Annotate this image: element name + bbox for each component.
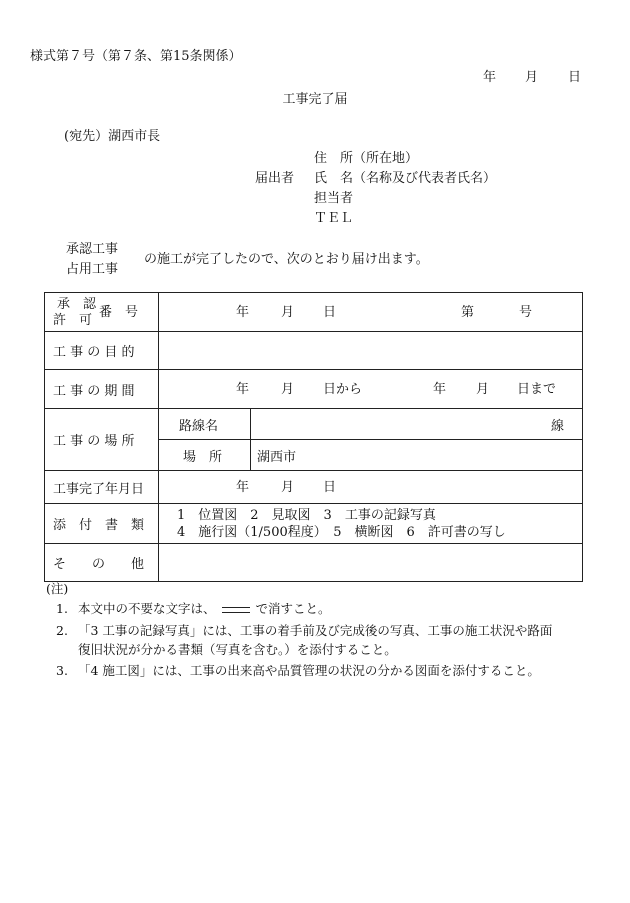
row-approval-number: [45, 293, 583, 332]
completion-day: 日: [323, 480, 337, 495]
other-value-cell[interactable]: [159, 544, 583, 582]
attachments-line-1: 1 位置図 2 見取図 3 工事の記録写真: [177, 508, 436, 523]
date-month-label: 月: [525, 70, 539, 85]
statement-text: の施工が完了したので、次のとおり届け出ます。: [144, 252, 429, 267]
period-end-year: 年: [433, 382, 447, 397]
approval-day: 日: [323, 305, 337, 320]
place-value: 湖西市: [257, 449, 297, 465]
note-3-line-1: 「4 施工図」には、工事の出来高や品質管理の状況の分かる図面を添付すること。: [78, 663, 540, 678]
completion-form-table: [44, 292, 583, 582]
note-1-text-post: で消すこと。: [255, 601, 331, 616]
row-purpose: [45, 332, 583, 370]
double-strike-line: [222, 607, 250, 613]
row-other: [45, 544, 583, 582]
route-name-suffix: 線: [550, 418, 564, 434]
note-1-text-pre: 本文中の不要な文字は、: [78, 601, 216, 616]
addressee: (宛先）湖西市長: [64, 129, 161, 144]
period-start-year: 年: [236, 382, 250, 397]
approval-year: 年: [236, 305, 250, 320]
approval-label-bottom: 許 可: [53, 313, 93, 328]
form-number: 様式第７号（第７条、第15条関係）: [30, 49, 242, 64]
date-day-label: 日: [568, 70, 582, 85]
period-start-month: 月: [281, 382, 295, 397]
submission-date: [483, 71, 593, 85]
notifier-role: 届出者: [255, 171, 295, 186]
route-name-value-cell[interactable]: [251, 409, 583, 440]
period-end-day: 日まで: [517, 382, 557, 397]
notifier-name: 氏 名（名称及び代表者氏名）: [314, 171, 497, 186]
completion-month: 月: [281, 480, 295, 495]
approval-no-suffix: 号: [519, 305, 533, 320]
location-label: 工 事 の 場 所: [45, 409, 159, 471]
place-label: 場 所: [159, 440, 251, 471]
period-start-day: 日から: [323, 382, 363, 397]
place-value-cell[interactable]: [251, 440, 583, 471]
approval-no-prefix: 第: [461, 305, 475, 320]
approval-month: 月: [281, 305, 295, 320]
approval-value-cell[interactable]: [159, 293, 583, 332]
row-completion-date: [45, 471, 583, 504]
attachments-value-cell: [159, 504, 583, 544]
attachments-label: 添 付 書 類: [45, 504, 159, 544]
purpose-label: 工 事 の 目 的: [45, 332, 159, 370]
other-label: そ の 他: [45, 544, 159, 582]
period-value-cell[interactable]: [159, 370, 583, 409]
statement-option-approval: 承認工事: [66, 242, 119, 257]
notifier-address: 住 所（所在地）: [314, 151, 419, 166]
notifier-person-in-charge: 担当者: [314, 191, 354, 206]
period-label: 工 事 の 期 間: [45, 370, 159, 409]
route-name-label: 路線名: [159, 409, 251, 440]
completion-date-label: 工事完了年月日: [45, 471, 159, 504]
note-1-text: [78, 603, 331, 616]
completion-date-value-cell[interactable]: [159, 471, 583, 504]
row-location-route: [45, 409, 583, 440]
date-year-label: 年: [483, 70, 497, 85]
note-3-number: 3.: [56, 663, 68, 678]
note-2-number: 2.: [56, 623, 68, 638]
period-end-month: 月: [476, 382, 490, 397]
row-period: [45, 370, 583, 409]
completion-year: 年: [236, 480, 250, 495]
approval-label-top: 承 認: [57, 297, 97, 312]
statement-option-occupancy: 占用工事: [66, 262, 119, 277]
notifier-tel: ＴＥＬ: [314, 211, 354, 226]
note-2-line-2: 復旧状況が分かる書類（写真を含む。）を添付すること。: [78, 642, 397, 657]
approval-label-cell: [45, 293, 159, 332]
notes-heading: (注): [46, 581, 69, 596]
purpose-value-cell[interactable]: [159, 332, 583, 370]
document-title: 工事完了届: [282, 92, 348, 107]
row-attachments: [45, 504, 583, 544]
note-1-number: 1.: [56, 601, 68, 616]
note-2-line-1: 「3 工事の記録写真」には、工事の着手前及び完成後の写真、工事の施工状況や路面: [78, 623, 553, 638]
attachments-line-2: 4 施行図（1/500程度） 5 横断図 6 許可書の写し: [177, 525, 506, 540]
approval-label-suffix: 番 号: [99, 305, 139, 320]
